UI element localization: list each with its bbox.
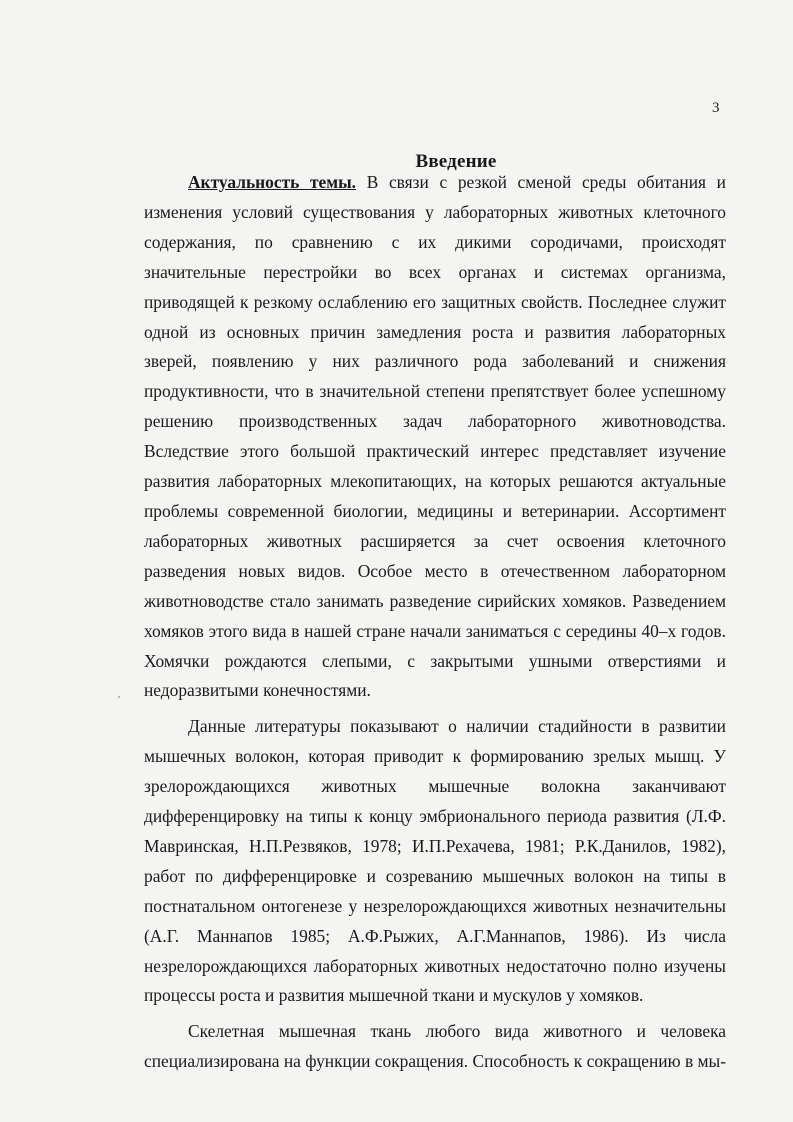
scan-speck: ' xyxy=(118,694,120,706)
page-number: 3 xyxy=(712,100,720,116)
page-title: Введение xyxy=(415,150,497,172)
paragraph-relevance xyxy=(144,168,726,706)
paragraph-text: В связи с резкой сменой среды обитания и изменения условий существования у лабораторных животных клеточного содержания, по сравнению с их дикими сородичами, происходят значительные перестройки во всех органах и системах организма, приводящей к резкому ослаблению его защитных свойств. Последнее служит одной из основных причин замедления роста и развития лабораторных зверей, появлению у них различного рода заболеваний и снижения продуктивности, что в значительной степени препятствует более успешному решению производственных задач лабораторного животноводства. Вследствие этого большой практический интерес представляет изучение развития лабораторных млекопитающих, на которых решаются актуальные проблемы современной биологии, медицины и ветеринарии. Ассортимент лабораторных животных расширяется за счет освоения клеточного разведения новых видов. Особое место в отечественном лабораторном животноводстве стало занимать разведение сирийских хомяков. Разведением хомяков этого вида в нашей стране начали заниматься с середины 40–х годов. Хомячки рождаются слепыми, с закрытыми ушными отверстиями и недоразвитыми конечностями. xyxy=(144,172,726,701)
body-text xyxy=(144,168,726,1083)
section-label: Актуальность темы. xyxy=(188,172,357,192)
paragraph-muscle-tissue: Скелетная мышечная ткань любого вида животного и человека специализирована на функции сокращения. Способность к сокращению в мы- xyxy=(144,1021,726,1072)
paragraph-literature: Данные литературы показывают о наличии стадийности в развитии мышечных волокон, которая приводит к формированию зрелых мышц. У зрелорождающихся животных мышечные волокна заканчивают дифференцировку на типы к концу эмбрионального периода развития (Л.Ф. Мавринская, Н.П.Резвяков, 1978; И.П.Рехачева, 1981; Р.К.Данилов, 1982), работ по дифференцировке и созреванию мышечных волокон на типы в постнатальном онтогенезе у незрелорождающихся животных незначительны (А.Г. Маннапов 1985; А.Ф.Рыжих, А.Г.Маннапов, 1986). Из числа незрелорождающихся лабораторных животных недостаточно полно изучены процессы роста и развития мышечной ткани и мускулов у хомяков. xyxy=(144,716,726,1006)
